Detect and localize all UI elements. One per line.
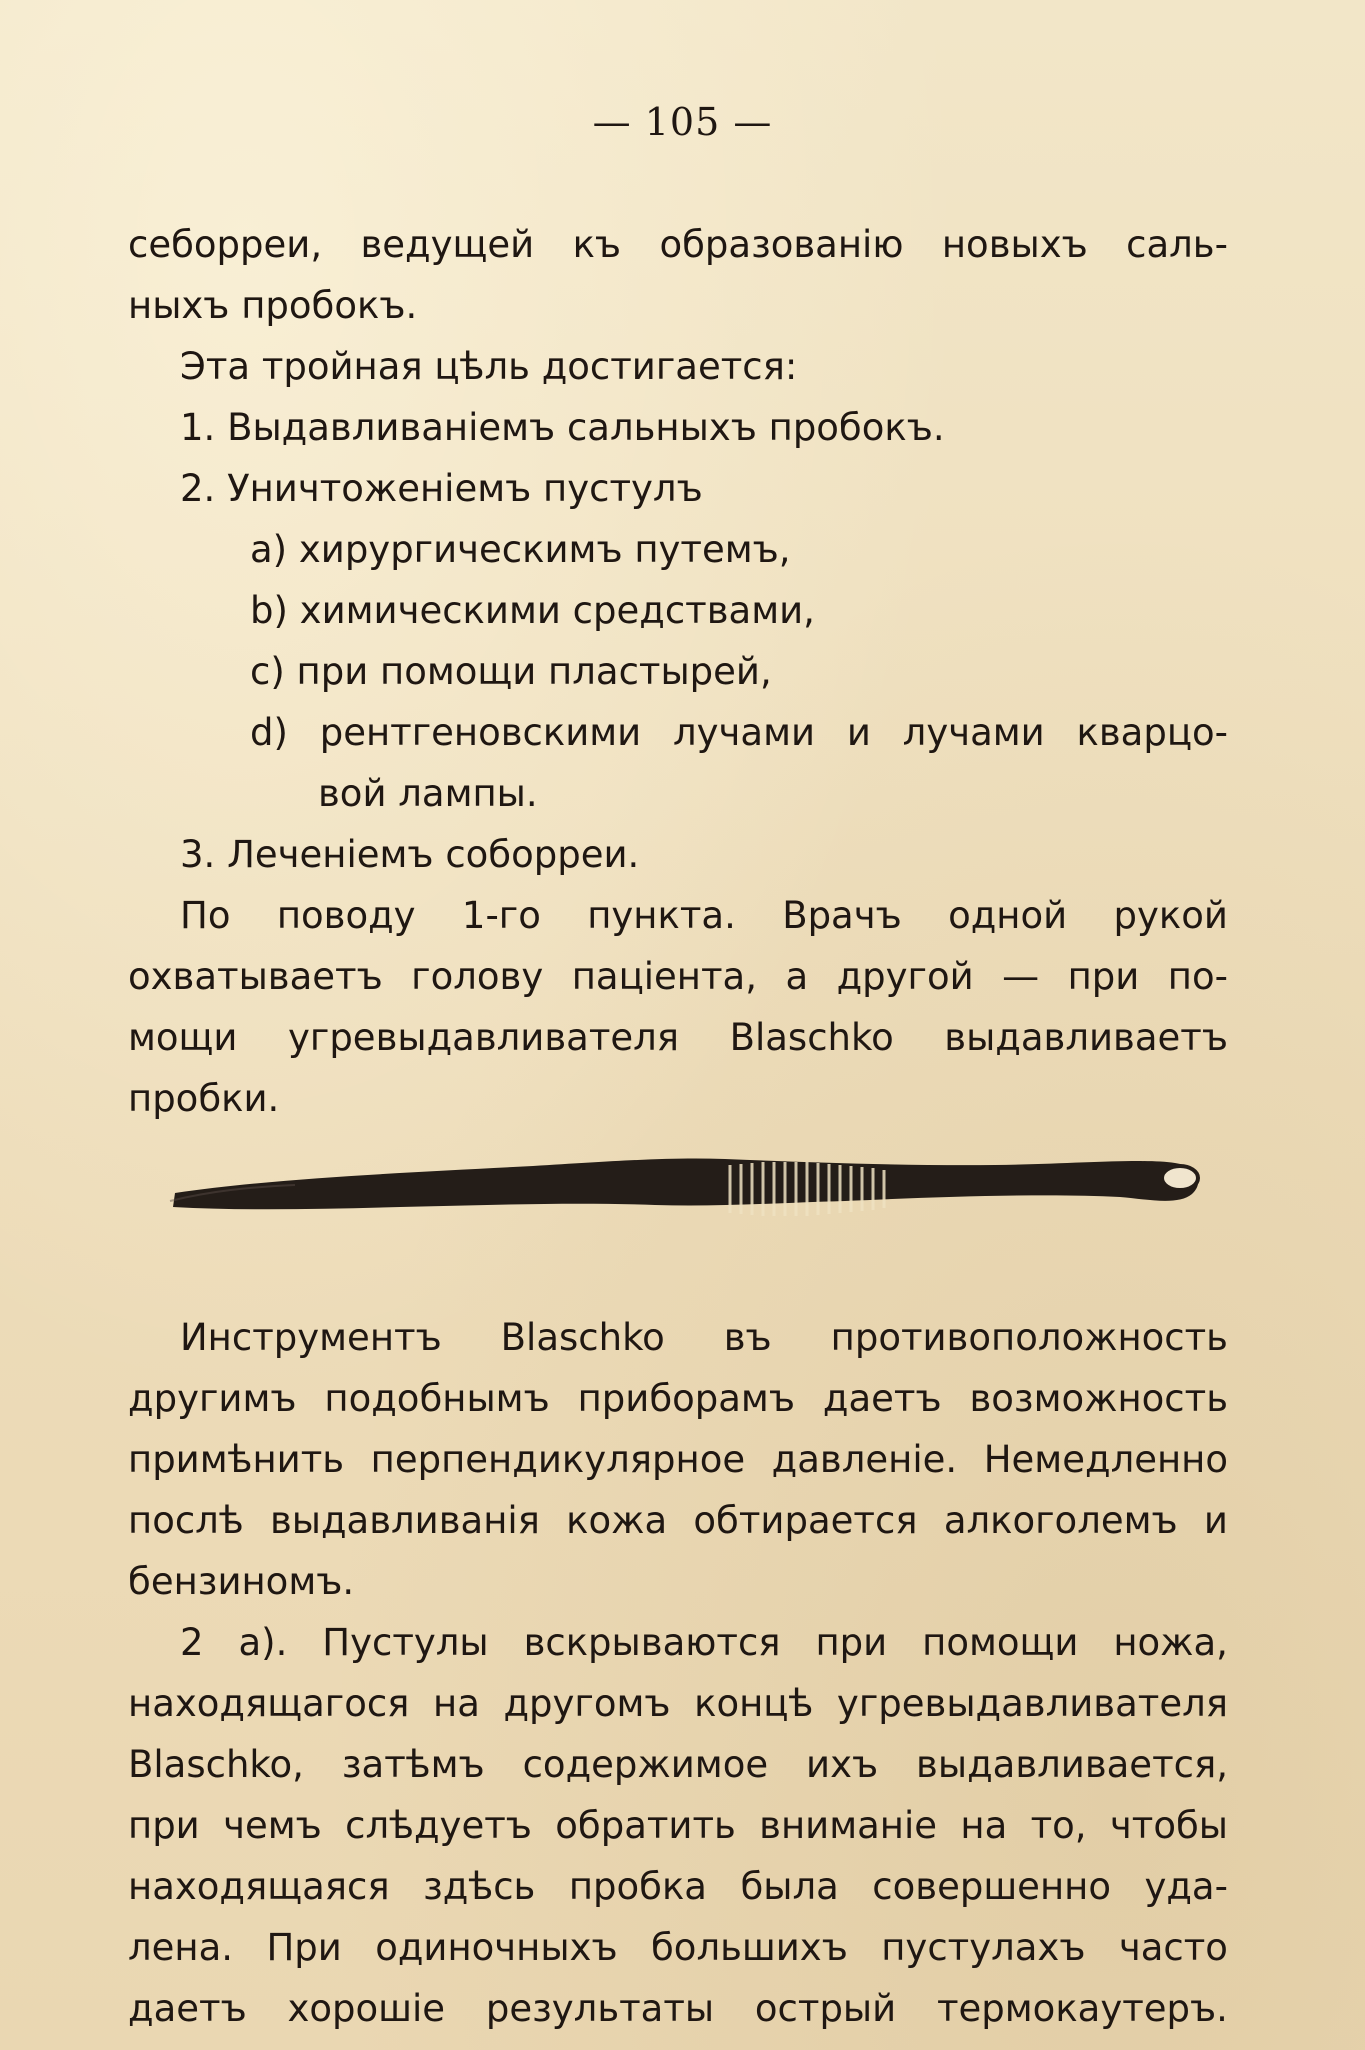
word: при [815, 1621, 888, 1664]
word: находящаяся [128, 1865, 390, 1908]
word: По [180, 894, 231, 937]
text-line [180, 885, 1228, 946]
word: ихъ [806, 1743, 879, 1786]
text-line: b) химическими средствами, [250, 589, 815, 632]
word: по- [1167, 955, 1228, 998]
word: обратить [555, 1804, 736, 1847]
word: при [128, 1804, 200, 1847]
text-line [180, 1307, 1228, 1368]
word: Blaschko [729, 1016, 894, 1059]
word: одной [948, 894, 1068, 937]
word: то, [1030, 1804, 1087, 1847]
word: хорошіе [287, 1987, 446, 2030]
word: концѣ [694, 1682, 814, 1725]
word: саль- [1126, 223, 1228, 266]
word: а [785, 955, 809, 998]
word: ведущей [360, 223, 535, 266]
text-line [128, 214, 1228, 275]
text-line [180, 1612, 1228, 1673]
text-line: c) при помощи пластырей, [250, 650, 772, 693]
word: вниманіе [759, 1804, 938, 1847]
text-line [128, 1490, 1228, 1551]
text-line: 3. Леченіемъ соборреи. [180, 833, 640, 876]
page-number: — 105 — [592, 100, 773, 144]
word: большихъ [650, 1926, 848, 1969]
word: рентгеновскими [319, 711, 642, 754]
word: вскрываются [523, 1621, 781, 1664]
text-line [250, 702, 1228, 763]
word: лучами [673, 711, 816, 754]
word: чтобы [1109, 1804, 1228, 1847]
word: противоположность [830, 1316, 1228, 1359]
word: себорреи, [128, 223, 323, 266]
text-line: а) хирургическимъ путемъ, [250, 528, 791, 571]
word: другой [836, 955, 974, 998]
text-line [128, 1978, 1228, 2039]
word: въ [723, 1316, 772, 1359]
word: содержимое [522, 1743, 769, 1786]
text-line: 2. Уничтоженіемъ пустулъ [180, 467, 703, 510]
word: обтирается [693, 1499, 918, 1542]
word: къ [572, 223, 622, 266]
word: лучами [902, 711, 1045, 754]
text-line [128, 1856, 1228, 1917]
text-line [128, 1429, 1228, 1490]
word: рукой [1113, 894, 1228, 937]
text-line [128, 946, 1228, 1007]
text-line: Эта тройная цѣль достигается: [180, 345, 798, 388]
word: лена. [128, 1926, 234, 1969]
text-line [128, 1673, 1228, 1734]
word: 2 [180, 1621, 204, 1664]
word: на [433, 1682, 480, 1725]
word: давленіе. [771, 1438, 958, 1481]
word: помощи [922, 1621, 1079, 1664]
word: Инструментъ [180, 1316, 442, 1359]
word: угревыдавливателя [287, 1016, 680, 1059]
word: была [740, 1865, 839, 1908]
word: поводу [276, 894, 416, 937]
word: подобнымъ [324, 1377, 550, 1420]
word: Blaschko [500, 1316, 665, 1359]
text-line: 1. Выдавливаніемъ сальныхъ пробокъ. [180, 406, 945, 449]
text-line: ныхъ пробокъ. [128, 284, 418, 327]
word: послѣ [128, 1499, 244, 1542]
text-line: пробки. [128, 1077, 280, 1120]
word: уда- [1144, 1865, 1228, 1908]
word: Врачъ [782, 894, 902, 937]
word: выдавливается, [916, 1743, 1228, 1786]
word: 1-го [461, 894, 541, 937]
word: чемъ [223, 1804, 322, 1847]
word: при [1067, 955, 1140, 998]
word: на [960, 1804, 1008, 1847]
word: приборамъ [577, 1377, 795, 1420]
word: угревыдавливателя [836, 1682, 1228, 1725]
word: Пустулы [322, 1621, 489, 1664]
word: другимъ [128, 1377, 297, 1420]
word: d) [250, 711, 288, 754]
word: здѣсь [423, 1865, 536, 1908]
word: голову [411, 955, 544, 998]
word: пустулахъ [881, 1926, 1086, 1969]
word: ножа, [1113, 1621, 1228, 1664]
text-line [128, 1368, 1228, 1429]
word: Немедленно [983, 1438, 1228, 1481]
word: возможность [969, 1377, 1228, 1420]
word: острый [754, 1987, 897, 2030]
word: новыхъ [941, 223, 1088, 266]
word: охватываетъ [128, 955, 383, 998]
word: алкоголемъ [943, 1499, 1178, 1542]
text-line [128, 1795, 1228, 1856]
word: мощи [128, 1016, 238, 1059]
text-line [128, 1007, 1228, 1068]
word: — [1002, 955, 1040, 998]
word: находящагося [128, 1682, 410, 1725]
word: термокаутеръ. [936, 1987, 1228, 2030]
word: пункта. [587, 894, 736, 937]
word: выдавливанія [269, 1499, 540, 1542]
word: результаты [485, 1987, 715, 2030]
word: Blaschko, [128, 1743, 304, 1786]
word: часто [1118, 1926, 1228, 1969]
word: совершенно [872, 1865, 1111, 1908]
word: одиночныхъ [375, 1926, 618, 1969]
text-line [128, 1917, 1228, 1978]
word: даетъ [822, 1377, 942, 1420]
word: другомъ [503, 1682, 671, 1725]
word: перпендикулярное [370, 1438, 746, 1481]
word: примѣнить [128, 1438, 345, 1481]
word: образованію [659, 223, 904, 266]
instrument-illustration [155, 1135, 1215, 1230]
word: а). [238, 1621, 288, 1664]
text-line: бензиномъ. [128, 1560, 355, 1603]
word: слѣдуетъ [345, 1804, 532, 1847]
word: При [266, 1926, 342, 1969]
text-line [128, 1734, 1228, 1795]
word: выдавливаетъ [944, 1016, 1228, 1059]
word: кварцо- [1076, 711, 1228, 754]
word: кожа [566, 1499, 668, 1542]
word: паціента, [571, 955, 757, 998]
word: даетъ [128, 1987, 247, 2030]
text-line: вой лампы. [318, 772, 538, 815]
word: пробка [568, 1865, 707, 1908]
word: и [846, 711, 871, 754]
word: затѣмъ [341, 1743, 485, 1786]
word: и [1203, 1499, 1228, 1542]
